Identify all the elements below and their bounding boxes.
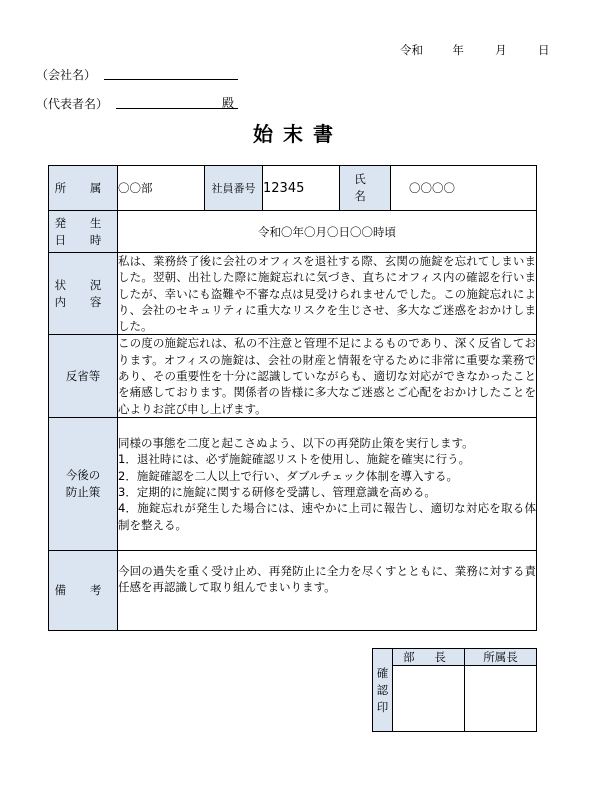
row-remarks <box>49 550 537 630</box>
prevent-intro: 同様の事態を二度と起こさぬよう、以下の再発防止策を実行します。 <box>118 436 474 451</box>
date-era: 令和 <box>400 43 423 57</box>
rep-suffix: 殿 <box>222 96 235 110</box>
status-label: 状 況 内 容 <box>49 253 118 335</box>
document-title: 始末書 <box>253 122 343 146</box>
prevent-label: 今後の 防止策 <box>49 417 118 550</box>
reflect-label: 反省等 <box>49 335 118 417</box>
date-year: 年 <box>452 43 464 57</box>
report-table <box>48 165 537 631</box>
stamp-side-text: 確 認 印 <box>376 665 389 714</box>
stamp-cell-director[interactable] <box>465 666 537 732</box>
occur-label: 発 生 日 時 <box>49 211 118 253</box>
dept-label: 所 属 <box>49 166 118 211</box>
empno-label: 社員番号 <box>205 166 263 211</box>
stamp-cell-manager[interactable] <box>393 666 465 732</box>
prevent-item: 4．施錠忘れが発生した場合には、速やかに上司に報告し、適切な対応を取る体制を整える。 <box>118 501 536 532</box>
row-occur <box>49 211 537 253</box>
approval-stamp-box <box>372 648 537 732</box>
empno-value: 12345 <box>263 166 340 211</box>
dept-value: 〇〇部 <box>118 166 205 211</box>
rep-label: （代表者名） <box>36 97 109 111</box>
remarks-label: 備 考 <box>49 550 118 630</box>
occur-value: 令和〇年〇月〇日〇〇時頃 <box>118 211 537 253</box>
company-label: （会社名） <box>36 68 97 82</box>
prevent-item: 2．施錠確認を二人以上で行い、ダブルチェック体制を導入する。 <box>118 468 459 483</box>
name-label: 氏 名 <box>340 166 391 211</box>
date-day: 日 <box>537 43 550 57</box>
company-underline <box>104 79 238 80</box>
prevent-cell <box>118 417 537 550</box>
prevent-item: 1．退社時には、必ず施錠確認リストを使用し、施錠を確実に行う。 <box>118 452 471 467</box>
row-status <box>49 253 537 335</box>
rep-underline <box>116 108 238 109</box>
status-text: 私は、業務終了後に会社のオフィスを退社する際、玄関の施錠を忘れてしまいました。翌朝、出社した際に施錠忘れに気づき、直ちにオフィス内の確認を行いましたが、幸いにも盗難や不審な点は見受けられませんでした。この施錠忘れにより、会社のセキュリティに重大なリスクを生じさせ、多大なご迷惑をおかけしました。 <box>118 254 536 334</box>
date-line <box>400 42 549 58</box>
prevent-item: 3．定期的に施錠に関する研修を受講し、管理意識を高める。 <box>118 484 436 499</box>
row-prevent <box>49 417 537 550</box>
date-month: 月 <box>495 43 507 57</box>
stamp-col-director: 所属長 <box>465 649 537 666</box>
name-value: 〇〇〇〇 <box>391 166 537 211</box>
stamp-side-label <box>373 649 393 732</box>
reflect-text: この度の施錠忘れは、私の不注意と管理不足によるものであり、深く反省しております。オフィスの施錠は、会社の財産と情報を守るために非常に重要な業務であり、その重要性を十分に認識していながらも、適切な対応ができなかったことを痛感しております。関係者の皆様に多大なご迷惑とご心配をおかけしたことを心よりお詫び申し上げます。 <box>118 336 536 416</box>
row-dept <box>49 166 537 211</box>
remarks-text: 今回の過失を重く受け止め、再発防止に全力を尽くすとともに、業務に対する責任感を再認識して取り組んでまいります。 <box>118 550 537 630</box>
stamp-col-manager: 部 長 <box>393 649 465 666</box>
row-reflect <box>49 335 537 417</box>
